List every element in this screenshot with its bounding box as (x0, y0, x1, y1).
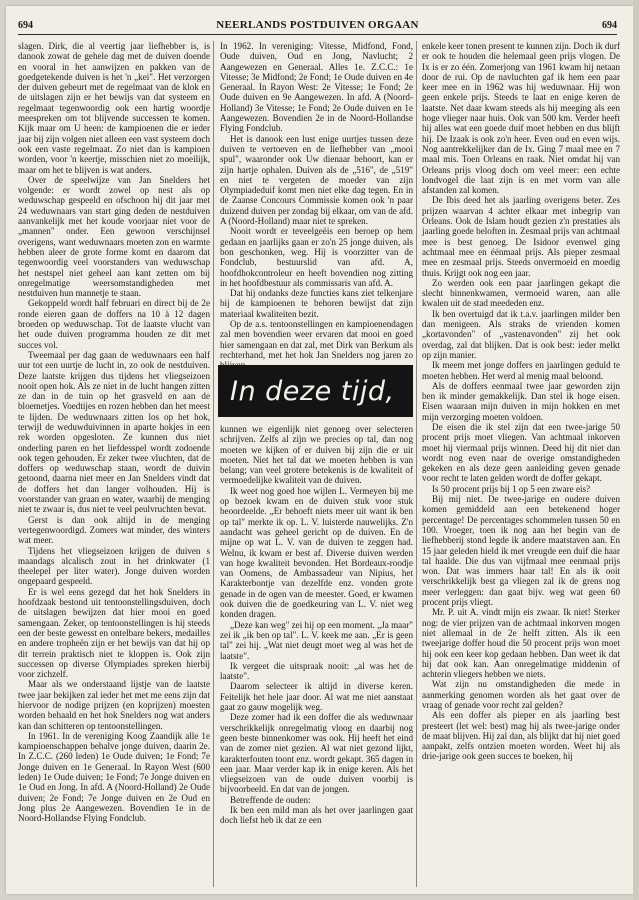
paragraph: Het is danook een lust enige uurtjes tussen deze duiven te vertoeven en de liefhebber van „mooi spul", waaronder ook Uw dienaar behoort, kan er zijn hartje ophalen. Duiven als de „516", de „519" en niet te vergeten de moeder van zijn Olympiadeduif komt men niet elke dag tegen. En in de Zaanse Concours Commissie komen ook 'n paar duizend duiven per zondag bij elkaar, om van de afd. A (Noord-Holland) maar niet te spreken. (220, 133, 413, 227)
paragraph: Als een doffer als pieper en als jaarling best presteert (let wel: best) mag hij als twee-jarige onder de maat blijven. Hij zal dan, als blijkt dat hij niet goed aanpakt, zelfs ontzien moeten worden. Weet hij als drie-jarige ook geen succes te boeken, hij (422, 710, 620, 762)
paragraph: Ik ben overtuigd dat ik t.a.v. jaarlingen milder ben dan menigeen. Als straks de vrienden komen „kortavonden" of „vastenavonden" zij het ook overdag, zal dat blijken. Dat is ook best: ieder melkt op zijn manier. (422, 308, 620, 360)
paragraph: Deze zomer had ik een doffer die als weduwnaar verschrikkelijk onregelmatig vloog en daarbij nog geen beste binnenkomer was ook. Hij heeft het eind van de zomer niet gezien. Al wat niet gezond lijkt, karakterfouten toont enz. wordt gekapt. 365 dagen in een jaar. Maar verder kap ik in enige keren. Als het vliegseizoen van de oude duiven voorbij is bijvoorbeeld. En dat van de jongen. (220, 712, 413, 795)
paragraph: Zo werden ook een paar jaarlingen gekapt die slecht binnenkwamen, vermoeid waren, aan alle kwalen uit de stad meededen enz. (422, 277, 620, 309)
paragraph: Als de doffers eenmaal twee jaar geworden zijn ben ik minder gemakkelijk. Dan stel ik hoge eisen. Eisen waaraan mijn duiven in mijn hokken en met mijn verzorging moeten voldoen. (422, 380, 620, 422)
page-number-right: 694 (602, 20, 617, 31)
article-column-3 (422, 41, 620, 891)
paragraph: slagen. Dirk, die al veertig jaar liefhebber is, is danook zowat de gehele dag met de duiven doende en vooral in het aanwijzen en pakken van de goedgetekende duiven is het 'n „kei". Het verzorgen der duiven gebeurt met de regelmaat van de klok en de uitslagen zijn er het bewijs van dat systeem en regelmaat tegenwoordig ook een hartig woordje meespreken om tot blijvende successen te komen. Kijk maar om U heen: de kampioenen die er ieder jaar bij zijn volgen niet alleen een vast systeem doch ook een vaste regelmaat. Zo niet dan is kampioen worden, voor 'n keertje, misschien niet zo moeilijk, maar om het te blijven is wat anders. (18, 41, 210, 175)
article-column-1 (18, 41, 210, 891)
paragraph: Bij mij niet. De twee-jarige en oudere duiven komen gemiddeld aan een betekenend hoger percentage! De percentages schommelen tussen 50 en 100. Vroeger, toen ik nog aan het begin van de liefhebberij stond legde ik andere maatstaven aan. En 15 jaar geleden hield ik met vreugde een duif die haar tal haalde. Die dus van vijfmaal mee eenmaal prijs won. Dat was immers haar tal! En als ik ooit verschrikkelijk best ga vliegen zal ik de grens nog meer verleggen: dan gaat bijv. weg wat geen 60 procent prijs vliegt. (422, 494, 620, 608)
paragraph: Ik weet nog goed hoe wijlen L. Vermeyen bij me op bezoek kwam en de duiven stuk voor stuk beoordeelde. „Er behoeft niets meer uit want ik ben op tal" merkte ik op. L. V. luisterde nauwelijks. Z'n aandacht was geheel gericht op de duiven. En de mijne op wat L. V. van de duiven te zeggen had. Welnu, ik kwam er best af. Diverse duiven werden van hoge kwaliteit bevonden. Het Bordeaux-roodje van Oomens, de Ambassadeur van Nipius, het Karakterbontje van dezelfde enz. vonden grote genade in de ogen van de meester. Goed, er kwamen ook duiven die de goedkeuring van L. V. niet weg konden dragen. (220, 485, 413, 620)
paragraph: Ik ben een mild man als het over jaarlingen gaat doch liefst heb ik dat ze een (220, 804, 413, 826)
paragraph: „Deze kan weg" zei hij op een moment. „Ja maar" zei ik „ik ben op tal". L. V. keek me aan. „Er is geen tal" zei hij. „Wat niet deugt moet weg al was het de laatste". (220, 619, 413, 661)
paragraph: Tijdens het vliegseizoen krijgen de duiven s maandags alcalisch zout in het drinkwater (1 theelepel per liter water). Jonge duiven worden ongepaard gespeeld. (18, 545, 210, 587)
paragraph: kunnen we eigenlijk niet genoeg over selecteren schrijven. Zelfs al zijn we precies op tal, dan nog moeten we kijken of er duiven bij zijn die er uit moeten. Niet het tal dat we moeten hebben is van belang; van veel grotere betekenis is de kwaliteit of vermoedelijke kwaliteit van de duiven. (220, 424, 413, 486)
paragraph: In 1961. In de vereniging Koog Zaandijk alle 1e kampioenschappen behalve jonge duiven, daarin 2e. In Z.C.C. (260 leden) 1e Oude duiven; 1e Fond; 7e Jonge duiven en 1e Generaal. In Rayon West (600 leden) 1e Oude duiven; 1e Fond; 7e Jonge duiven en 1e Oud en Jong. In afd. A (Noord-Holland) 2e Oude duiven; 2e Fond; 7e Jonge duiven en 2e Oud en Jong plus 2e Aangewezen. Bovendien 1e in de Noord-Hollandse Flying Fondclub. (18, 730, 210, 824)
paragraph: Maar als we onderstaand lijstje van de laatste twee jaar bekijken zal ieder het met me eens zijn dat hiervoor de nodige prijzen (en koprijzen) moesten worden behaald en het hok Snelders nog wat anders kan dan schitteren op tentoonstellingen. (18, 679, 210, 731)
journal-title: NEERLANDS POSTDUIVEN ORGAAN (216, 19, 419, 31)
paragraph: Dat hij ondanks deze functies kans ziet telkenjare bij de kampioenen te behoren bewijst dat zijn materiaal kwaliteiten bezit. (220, 288, 413, 319)
article-column-2 (220, 41, 413, 361)
paragraph: Mr. P. uit A. vindt mijn eis zwaar. Ik niet! Sterker nog: de vier prijzen van de achtmaal inkorven mogen niet allemaal in de 2e helft zitten. Als ik een tweejarige doffer houd die 50 procent prijs won moet hij ook een keer kop gedaan hebben. Dan weet ik dat hij dat ook kan. Aan onregelmatige middenin of achterin vliegers hebben we niets. (422, 607, 620, 680)
paragraph: Gerst is dan ook altijd in de menging vertegenwoordigd. Zomers wat minder, des winters wat meer. (18, 514, 210, 546)
running-header (18, 18, 617, 35)
paragraph: Over de speelwijze van Jan Snelders het volgende: er wordt zowel op nest als op weduwschap gespeeld en ofschoon hij dit jaar met 24 weduwnaars van start ging deden de nestduiven aanvankelijk met het koude voorjaar niet voor de „mannen" onder. Een gewoon verschijnsel overigens, want weduwnaars moeten zon en warmte hebben aleer de grote forme komt en daarom dat tegenwoordig veel voorstanders van weduwschap het nestspel niet geheel aan kant zetten om bij onregelmatige weersomstandigheden met nestduiven hun mannetje te staan. (18, 174, 210, 299)
column-rule-1 (213, 41, 214, 887)
paragraph: Ik meem met jonge doffers en jaarlingen geduld te moeten hebben. Het werd al menig maal beloond. (422, 360, 620, 381)
paragraph: Daarom selecteer ik altijd in diverse keren. Feitelijk het hele jaar door. Al wat me niet aanstaat gaat zo gauw mogelijk weg. (220, 681, 413, 713)
banner-title: In deze tijd, (230, 375, 395, 407)
paragraph: Ik vergeet die uitspraak nooit: „al was het de laatste". (220, 660, 413, 682)
article-column-2-lower (220, 424, 413, 891)
paragraph: Betreffende de ouden: (230, 794, 311, 805)
section-banner (218, 365, 413, 417)
paragraph: Is 50 procent prijs bij 1 op 5 een zware eis? (432, 483, 591, 494)
paragraph: Er is wel eens gezegd dat het hok Snelders in hoofdzaak bestond uit tentoonstellingsduiven, doch de uitslagen bewijzen dat hier mooi en goed samengaan. Zeker, op tentoonstellingen is hij steeds een der beste gewesst en ontelbare bekers, medailles en andere tropheën zijn er het bewijs van dat hij op dit terrein praktisch niet te kloppen is. Ook zijn successen op diverse Olympiades spreken hierbij voor zichzelf. (18, 586, 210, 680)
paragraph: Op de a.s. tentoonstellingen en kampioenendagen zal men bovendien weer ervaren dat mooi en goed hier samengaan en dat zal, met Dirk van Berkum als rechterhand, met het hok Jan Snelders nog jaren zo (220, 319, 413, 360)
magazine-page (6, 6, 633, 894)
page-number-left: 694 (18, 20, 33, 31)
paragraph: Tweemaal per dag gaan de weduwnaars een half uur tot een uurtje de lucht in, zo ook de nestduiven. Deze laatste krijgen dus tijdens het vliegseizoen nooit open hok. Als ze niet in de lucht hangen zitten ze dan in de tuin op het grasveld en aan de bloemetjes. Voedtijes en rozen hebben dan het meest te lijden. De weduwnaars zitten los op het hok, terwijl de weduwduivinnen in aparte hokjes in een rek worden opgesloten. Ze kunnen dus niet onderling paren en het liefdesspel wordt zodoende ook tegen gehouden. Er zeker twee vluchten, dat de doffers op weduwschap staan, wordt de duivin getoond, daarna niet meer en Jan Snelders vindt dat de doffers het dan langer volhouden. Hij is voorstander van graan en water, waarbij de menging niet te zwaar is, dus niet te veel peulvruchten bevat. (18, 349, 210, 515)
paragraph: De Ibis deed het als jaarling overigens beter. Zes prijzen waarvan 4 achter elkaar met inbegrip van Orleans. Ook de Islam houdt gezien z'n prestaties als jaarling goede beloften in. Zesmaal prijs van achtmaal mee is best genoeg. De Isidoor evenwel ging achtmaal mee en éénmaal prijs. Als pieper zesmaal mee en zesmaal prijs. Steeds onvermoeid en moedig thuis. Krijgt ook nog een jaar. (422, 195, 620, 278)
column-rule-2 (416, 41, 417, 887)
paragraph: enkele keer tonen present te kunnen zijn. Doch ik durf er ook te houden die helemaal geen prijs vlogen. De Ix is er zo één. Zomerjong van 1961 kwam hij netaan door de rui. Op de navluchten gaf ik hem een paar keer mee en in 1962 was hij weduwnaar. Hij won geen enkele prijs. Steeds te laat en enige keren de laatste. Net daar kwam steeds als hij meeging als een hoge vlieger naar huis. Ook van 500 km. Verder heeft hij alles wat een goede duif moet hebben en dus blijft hij. De Izaak is ook zo'n heer. Even oud en even wijs. Nog aantrekkelijker dan de Ix. Ging 7 maal mee en 7 maal mis. Toen Orleans en raak. Niet omdat hij van Orleans prijs vloog doch om veel meer: een echte londvogel die laat zijn is en met vorm van alle afstanden zal komen. (422, 41, 620, 196)
paragraph: Gekoppeld wordt half februari en direct bij de 2e ronde eieren gaan de doffers na 10 à 12 dagen broeden op weduwschap. Tot de laatste vlucht van het oude duiven programma houden ze dit met succes vol. (18, 298, 210, 350)
page-edge-shadow (633, 0, 639, 900)
paragraph: In 1962. In vereniging: Vitesse, Midfond, Fond, Oude duiven, Oud en Jong, Navlucht; 2 Aangewezen en Generaal. Alles 1e. Z.C.C.: 1e Vitesse; 3e Midfond; 2e Fond; 1e Oude duiven en 4e Generaal. In Rayon West: 2e Vitesse; 1e Fond; 2e Oude duiven en 9e Aangewezen. In afd. A (Noord-Holland) 3e Vitesse; 1e Fond; 2e Oude duiven en 1e Aangewezen. Bovendien 2e in de Noord-Hollandse Flying Fondclub. (220, 41, 413, 134)
paragraph: Nooit wordt er teveelgeëis een beroep op hem gedaan en jaarlijks gaan er zo'n 25 jonge duiven, als bon geschonken, weg. Hij is voorzitter van de Fondclub, bestuurslid van afd. A, hoofdhokcontroleur en heeft bovendien nog zitting in het hoofdbestuur als commissaris van afd. A. (220, 226, 413, 288)
paragraph: Wat zijn nu omstandigheden die mede in aanmerking genomen worden als het gaat over de vraag of genade voor recht zal gelden? (422, 679, 620, 710)
paragraph: De eisen die ik stel zijn dat een twee-jarige 50 procent prijs moet vliegen. Van achtmaal inkorven moet hij viermaal prijs winnen. Deed hij dit niet dan wordt nog even naar de overige omstandigheden gekeken en als deze geen aanleiding geven genade voor recht te laten gelden wordt de doffer gekapt. (422, 421, 620, 484)
